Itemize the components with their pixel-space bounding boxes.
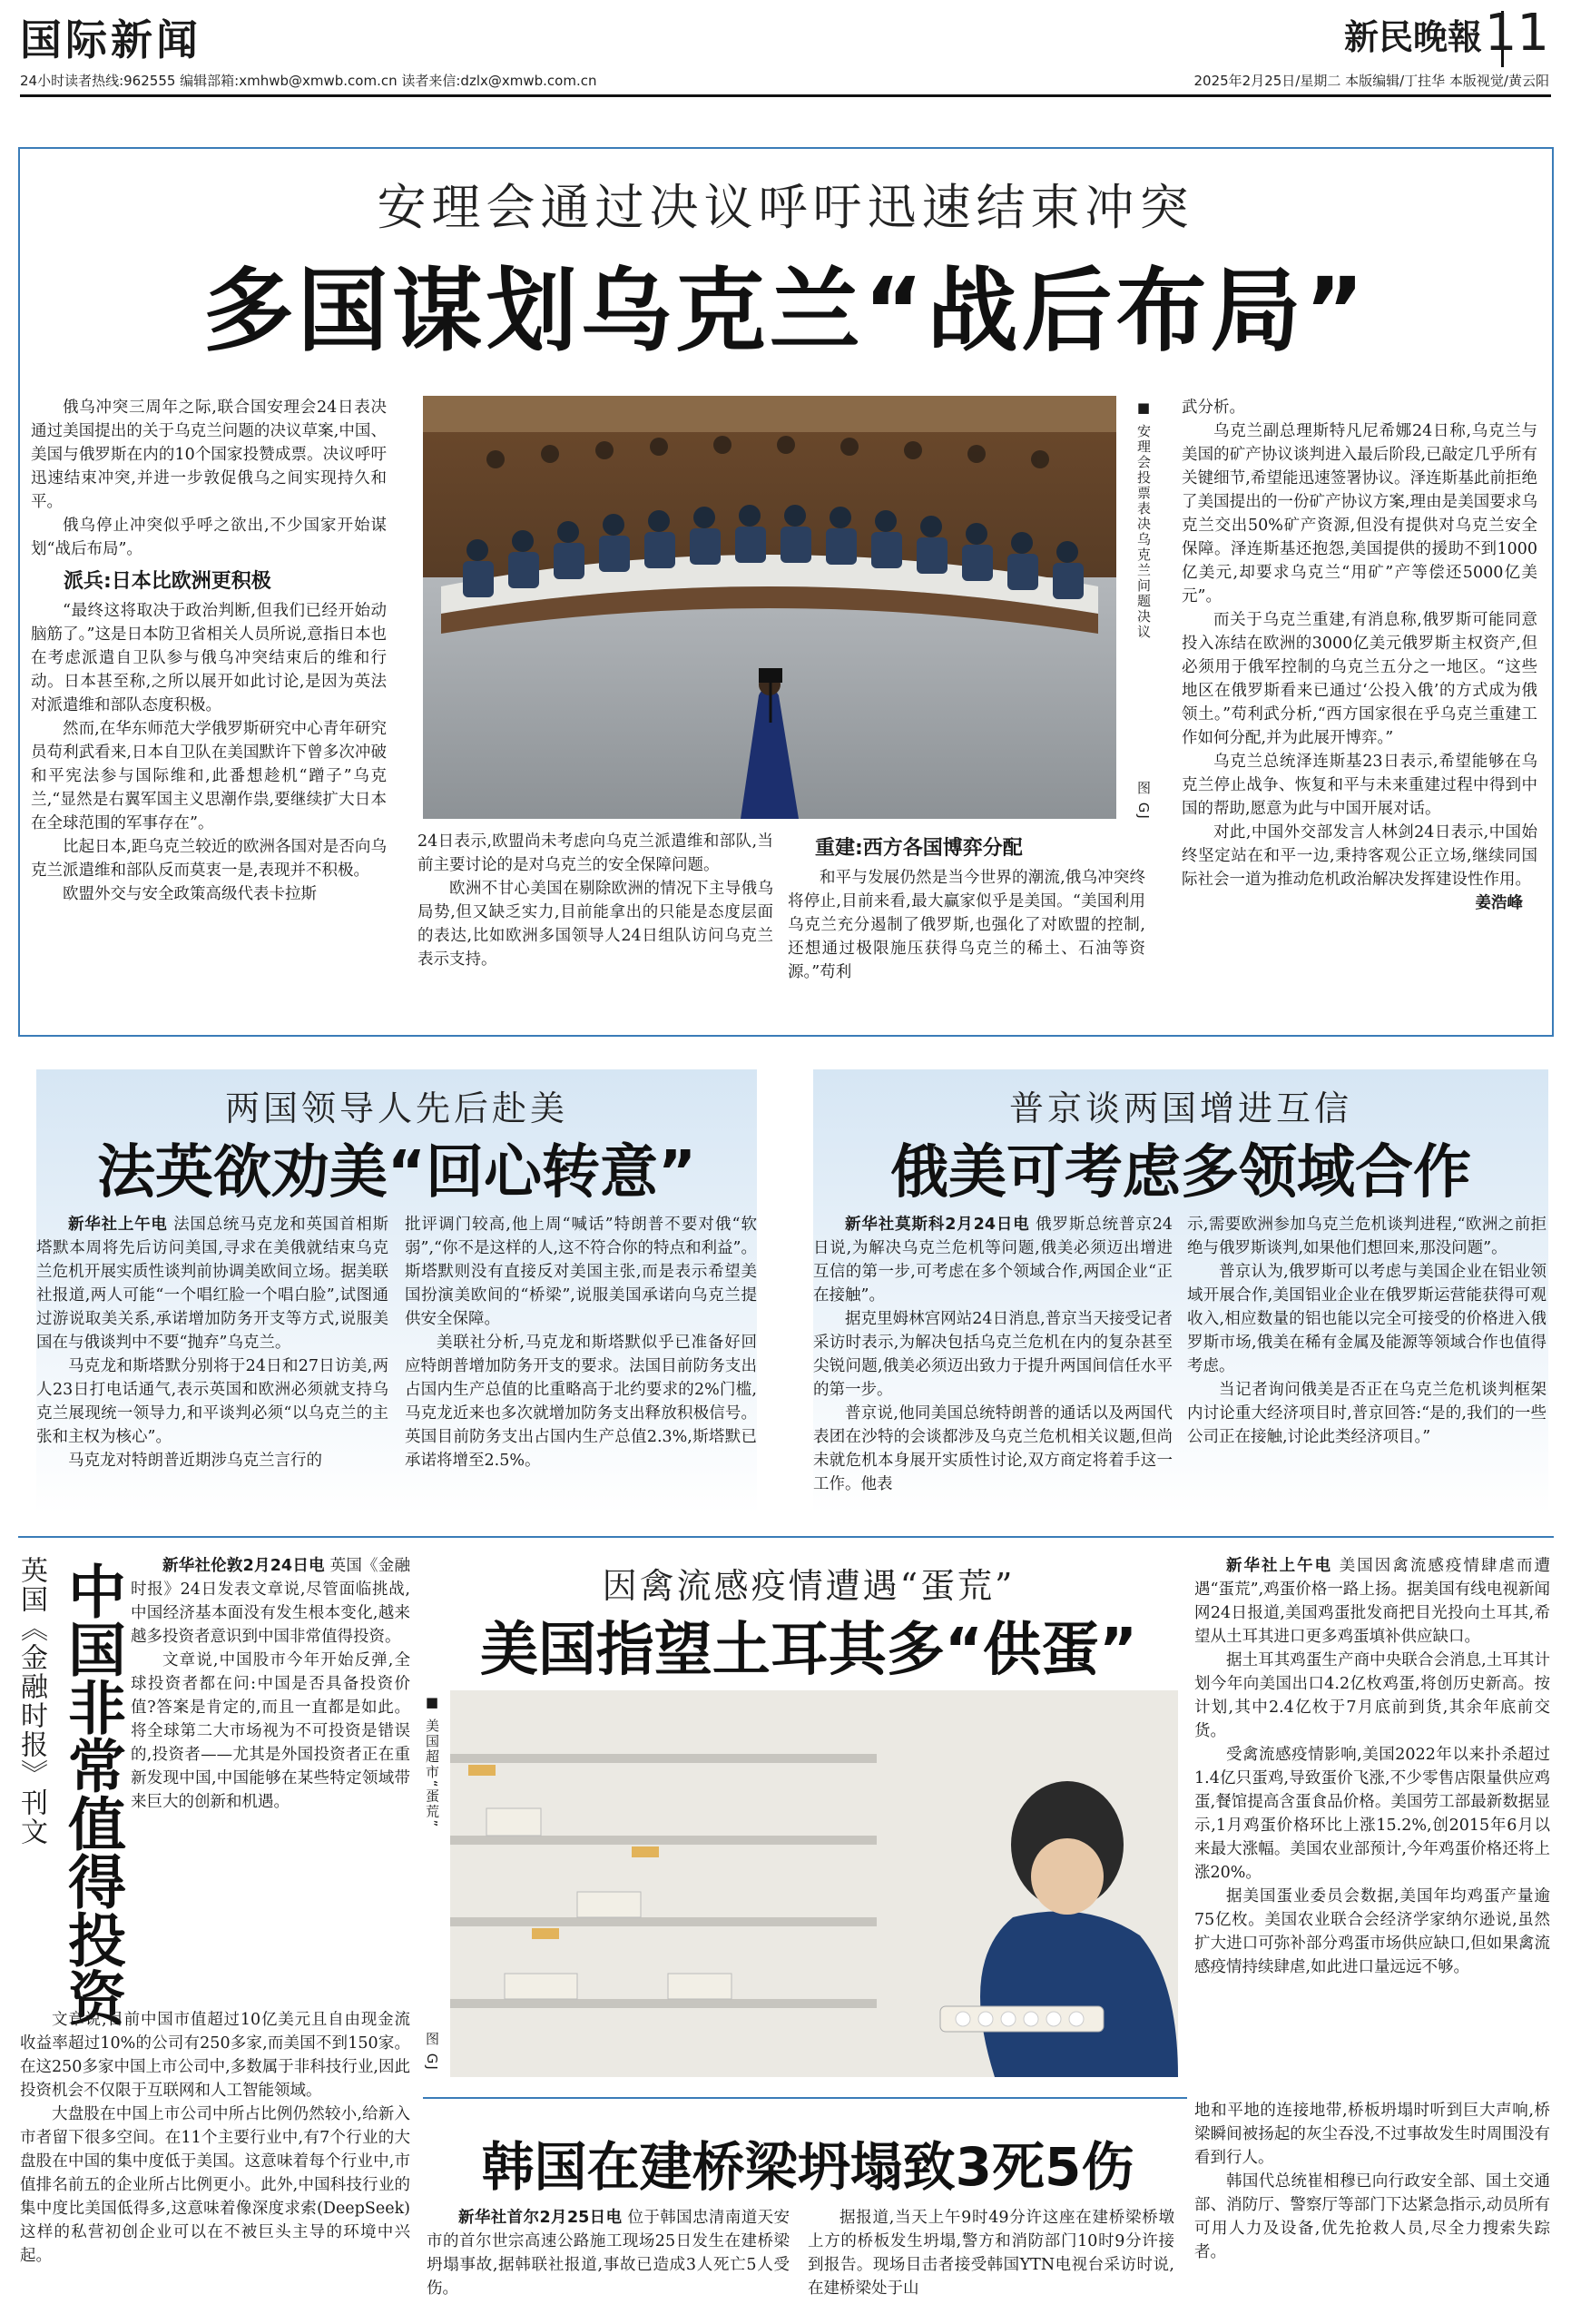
lead-paragraph: 然而,在华东师范大学俄罗斯研究中心青年研究员苟利武看来,日本自卫队在美国默许下曾多次冲破和平宪法参与国际维和,此番想趁机“蹭子”乌克兰,“显然是右翼军国主义思潮作祟,要继续扩大日本在全球范围的军事存在”。	[31, 720, 387, 832]
russia-us-paragraph: 普京认为,俄罗斯可以考虑与美国企业在铝业领域开展合作,美国铝业企业在俄罗斯运营能获得可观收入,相应数量的铝也能以完全可接受的价格进入俄罗斯市场,俄美在稀有金属及能源等领域合作也值得考虑。	[1187, 1263, 1546, 1375]
france-uk-kicker: 两国领导人先后赴美	[224, 1088, 568, 1128]
un-security-council-photo	[423, 396, 1116, 819]
bridge-dateline: 新华社首尔2月25日电	[458, 2209, 623, 2227]
eggs-kicker: 因禽流感疫情遭遇“蛋荒”	[602, 1566, 1016, 1606]
issue-date: 2025年2月25日/星期二 本版编辑/丁拄华 本版视觉/黄云阳	[1193, 73, 1549, 89]
russia-us-lead-text: 俄罗斯总统普京24日说,为解决乌克兰危机等问题,俄美必须迈出增进互信的第一步,可考虑在多个领域合作,两国企业“正在接触”。	[813, 1216, 1173, 1305]
france-uk-dateline: 新华社上午电	[68, 1216, 168, 1234]
eggs-photo-caption: ■ 美国超市“蛋荒”	[424, 1694, 440, 1829]
russia-us-column-1	[813, 1213, 1173, 1496]
lead-subhead-1: 派兵:日本比欧洲更积极	[64, 570, 271, 593]
lead-paragraph: 乌克兰副总理斯特凡尼希娜24日称,乌克兰与美国的矿产协议谈判进入最后阶段,已敲定几乎所有关键细节,希望能迅速签署协议。泽连斯基此前拒绝了美国提出的一份矿产协议方案,理由是美国要求乌克兰交出50%矿产资源,但没有提供对乌克兰安全保障。泽连斯基还抱怨,美国提供的援助不到1000亿美元,却要求乌克兰“用矿”产等偿还5000亿美元”。	[1182, 422, 1537, 606]
lead-kicker: 安理会通过决议呼吁迅速结束冲突	[377, 179, 1194, 236]
lead-column-2	[417, 830, 773, 971]
france-uk-paragraph: 马克龙和斯塔默分别将于24日和27日访美,两人23日打电话通气,表示英国和欧洲必须就支持乌克兰展现统一领导力,和平谈判必须“以乌克兰的主张和主权为核心”。	[36, 1357, 388, 1446]
bridge-column-2	[808, 2206, 1174, 2300]
lead-paragraph: 和平与发展仍然是当今世界的潮流,俄乌冲突终将停止,目前来看,最大赢家似乎是美国。“美国利用乌克兰充分遏制了俄罗斯,也强化了对欧盟的控制,还想通过极限施压获得乌克兰的稀土、石油等资源。”苟利	[788, 869, 1145, 981]
newspaper-logo: 新民晚報	[1343, 16, 1482, 57]
lead-photo-caption: ■ 安理会投票表决乌克兰问题决议	[1135, 399, 1152, 640]
russia-us-paragraph: 示,需要欧洲参加乌克兰危机谈判进程,“欧洲之前拒绝与俄罗斯谈判,如果他们想回来,那没问题”。	[1187, 1216, 1546, 1257]
bridge-lead-text: 位于韩国忠清南道天安市的首尔世宗高速公路施工现场25日发生在建桥梁坍塌事故,据韩联社报道,事故已造成3人死亡5人受伤。	[427, 2209, 790, 2298]
council-chamber-illustration	[423, 396, 1116, 819]
bridge-column-3	[1194, 2099, 1550, 2264]
france-uk-paragraph	[36, 1213, 388, 1354]
ft-paragraph: 大盘股在中国上市公司中所占比例仍然较小,给新入市者留下很多空间。在11个主要行业中,有7个行业的大盘股在中国的集中度低于美国。这意味着每个行业中,市值排名前五的企业所占比例更小。此外,中国科技行业的集中度比美国低得多,这意味着像深度求索(DeepSeek)这样的私营初创企业可以在不被巨头主导的环境中兴起。	[20, 2105, 410, 2265]
france-uk-headline: 法英欲劝美“回心转意”	[96, 1139, 697, 1206]
russia-us-paragraph: 普京说,他同美国总统特朗普的通话以及两国代表团在沙特的会谈都涉及乌克兰危机相关议题,但尚未就危机本身展开实质性讨论,双方商定将着手这一工作。他表	[813, 1404, 1173, 1493]
bridge-paragraph: 韩国代总统崔相穆已向行政安全部、国土交通部、消防厅、警察厅等部门下达紧急指示,动员所有可用人力及设备,优先抢救人员,尽全力搜索失踪者。	[1194, 2172, 1550, 2261]
lead-column-1	[31, 396, 387, 906]
ft-paragraph	[131, 1554, 410, 1649]
france-uk-paragraph: 美联社分析,马克龙和斯塔默似乎已准备好回应特朗普增加防务开支的要求。法国目前防务支出占国内生产总值的比重略高于北约要求的2%门槛,马克龙近来也多次就增加防务支出释放积极信号。英国目前防务支出占国内生产总值2.3%,斯塔默已承诺将增至2.5%。	[405, 1334, 757, 1470]
bridge-divider	[423, 2097, 1187, 2099]
france-uk-paragraph: 批评调门较高,他上周“喊话”特朗普不要对俄“软弱”,“你不是这样的人,这不符合你的特点和利益”。斯塔默则没有直接反对美国主张,而是表示希望美国扮演美欧间的“桥梁”,说服美国承诺向乌克兰提供安全保障。	[405, 1216, 757, 1328]
eggs-paragraph	[1194, 1554, 1550, 1649]
russia-us-headline: 俄美可考虑多领域合作	[890, 1139, 1471, 1206]
ft-source: 英国《金融时报》刊文	[15, 1556, 47, 1846]
lead-paragraph: 俄乌停止冲突似乎呼之欲出,不少国家开始谋划“战后布局”。	[31, 517, 387, 558]
lead-paragraph: 欧洲不甘心美国在剔除欧洲的情况下主导俄乌局势,但又缺乏实力,目前能拿出的只能是态度层面的表达,比如欧洲多国领导人24日组队访问乌克兰表示支持。	[417, 880, 773, 969]
ft-headline: 中国非常值得投资	[58, 1561, 125, 2026]
lead-paragraph: 比起日本,距乌克兰较近的欧洲各国对是否向乌克兰派遣维和部队反而莫衷一是,表现并不积极。	[31, 838, 387, 880]
eggs-dateline: 新华社上午电	[1226, 1557, 1333, 1575]
bridge-column-1	[427, 2206, 790, 2300]
bridge-paragraph	[427, 2206, 790, 2300]
russia-us-paragraph	[813, 1213, 1173, 1307]
section-divider	[18, 1536, 1554, 1538]
eggs-column	[1194, 1554, 1550, 1979]
bridge-paragraph: 据报道,当天上午9时49分许这座在建桥梁桥墩上方的桥板发生坍塌,警方和消防部门10时9分许接到报告。现场目击者接受韩国YTN电视台采访时说,在建桥梁处于山	[808, 2209, 1174, 2298]
lead-author: 姜浩峰	[1475, 894, 1523, 912]
lead-paragraph: 乌克兰总统泽连斯基23日表示,希望能够在乌克兰停止战争、恢复和平与未来重建过程中得到中国的帮助,愿意为此与中国开展对话。	[1182, 753, 1537, 818]
eggs-paragraph: 据美国蛋业委员会数据,美国年均鸡蛋产量逾75亿枚。美国农业联合会经济学家纳尔逊说,虽然扩大进口可弥补部分鸡蛋市场供应缺口,但如果禽流感疫情持续肆虐,如此进口量远远不够。	[1194, 1887, 1550, 1976]
bridge-paragraph: 地和平地的连接地带,桥板坍塌时听到巨大声响,桥梁瞬间被扬起的灰尘吞没,不过事故发生时周围没有看到行人。	[1194, 2102, 1550, 2167]
lead-paragraph: 而关于乌克兰重建,有消息称,俄罗斯可能同意投入冻结在欧洲的3000亿美元俄罗斯主权资产,但必须用于俄军控制的乌克兰五分之一地区。“这些地区在俄罗斯看来已通过‘公投入俄’的方式成为俄领土。”苟利武分析,“西方国家很在乎乌克兰重建工作如何分配,并为此展开博弈。”	[1182, 611, 1537, 747]
france-uk-column-1	[36, 1213, 388, 1472]
france-uk-column-2	[405, 1213, 757, 1472]
egg-shelves-photo	[450, 1690, 1178, 2077]
ft-dateline: 新华社伦敦2月24日电	[162, 1557, 325, 1575]
ft-paragraph: 文章说,目前中国市值超过10亿美元且自由现金流收益率超过10%的公司有250多家,而美国不到150家。在这250多家中国上市公司中,多数属于非科技行业,因此投资机会不仅限于互联网和人工智能领域。	[20, 2011, 410, 2100]
russia-us-paragraph: 当记者询问俄美是否正在乌克兰危机谈判框架内讨论重大经济项目时,普京回答:“是的,我们的一些公司正在接触,讨论此类经济项目。”	[1187, 1381, 1546, 1446]
eggs-photo-credit: 图 GJ	[424, 2032, 440, 2072]
lead-headline: 多国谋划乌克兰“战后布局”	[202, 258, 1369, 364]
lead-paragraph: 武分析。	[1182, 399, 1245, 417]
eggs-paragraph: 据土耳其鸡蛋生产商中央联合会消息,土耳其计划今年向美国出口4.2亿枚鸡蛋,将创历史新高。按计划,其中2.4亿枚于7月底前到货,其余年底前交货。	[1194, 1651, 1550, 1740]
lead-subhead-2: 重建:西方各国博弈分配	[815, 837, 1023, 860]
france-uk-lead-text: 法国总统马克龙和英国首相斯塔默本周将先后访问美国,寻求在美俄就结束乌克兰危机开展实质性谈判前协调美欧间立场。据美联社报道,两人可能“一个唱红脸一个唱白脸”,试图通过游说取美关系,承诺增加防务开支等方式,说服美国在与俄谈判中不要“抛弃”乌克兰。	[36, 1216, 389, 1352]
lead-photo-credit: 图 GJ	[1135, 781, 1152, 821]
lead-paragraph: “最终这将取决于政治判断,但我们已经开始动脑筋了。”这是日本防卫省相关人员所说,意指日本也在考虑派遣自卫队参与俄乌冲突结束后的维和行动。日本甚至称,之所以展开如此讨论,是因为英法对派遣维和部队态度积极。	[31, 602, 387, 714]
eggs-headline: 美国指望土耳其多“供蛋”	[479, 1617, 1138, 1684]
ft-paragraph: 文章说,中国股市今年开始反弹,全球投资者都在问:中国是否具备投资价值?答案是肯定的,而且一直都是如此。将全球第二大市场视为不可投资是错误的,投资者——尤其是外国投资者正在重新发现中国,中国能够在某些特定领域带来巨大的创新和机遇。	[131, 1651, 410, 1811]
lead-paragraph: 对此,中国外交部发言人林剑24日表示,中国始终坚定站在和平一边,秉持客观公正立场,继续同国际社会一道为推动危机政治解决发挥建设性作用。	[1182, 823, 1537, 889]
eggs-lead-text: 美国因禽流感疫情肆虐而遭遇“蛋荒”,鸡蛋价格一路上扬。据美国有线电视新闻网24日报道,美国鸡蛋批发商把目光投向土耳其,希望从土耳其进口更多鸡蛋填补供应缺口。	[1194, 1557, 1550, 1646]
empty-shelves-illustration	[450, 1690, 1178, 2077]
lead-paragraph: 24日表示,欧盟尚未考虑向乌克兰派遣维和部队,当前主要讨论的是对乌克兰的安全保障问题。	[417, 832, 773, 874]
hotline-info: 24小时读者热线:962555 编辑部箱:xmhwb@xmwb.com.cn 读者来信:dzlx@xmwb.com.cn	[20, 73, 597, 89]
lead-paragraph: 欧盟外交与安全政策高级代表卡拉斯	[63, 885, 317, 903]
page-number: 11	[1484, 4, 1549, 63]
lead-column-4	[1182, 396, 1537, 915]
ft-lead-text: 英国《金融时报》24日发表文章说,尽管面临挑战,中国经济基本面没有发生根本变化,越来越多投资者意识到中国非常值得投资。	[131, 1557, 410, 1646]
france-uk-paragraph: 马克龙对特朗普近期涉乌克兰言行的	[68, 1452, 322, 1470]
russia-us-dateline: 新华社莫斯科2月24日电	[845, 1216, 1030, 1234]
lead-paragraph: 俄乌冲突三周年之际,联合国安理会24日表决通过美国提出的关于乌克兰问题的决议草案,中国、美国与俄罗斯在内的10个国家投赞成票。决议呼吁迅速结束冲突,并进一步敦促俄乌之间实现持久和平。	[31, 399, 387, 511]
section-title: 国际新闻	[20, 15, 201, 64]
russia-us-kicker: 普京谈两国增进互信	[1008, 1088, 1352, 1128]
russia-us-paragraph: 据克里姆林宫网站24日消息,普京当天接受记者采访时表示,为解决包括乌克兰危机在内的复杂甚至尖锐问题,俄美必须迈出致力于提升两国间信任水平的第一步。	[813, 1310, 1173, 1399]
header-rule	[20, 94, 1551, 97]
ft-column-top	[131, 1554, 410, 1999]
bridge-headline: 韩国在建桥梁坍塌致3死5伤	[481, 2136, 1134, 2198]
ft-column-bottom	[20, 2008, 410, 2268]
russia-us-column-2	[1187, 1213, 1546, 1449]
lead-column-3	[788, 830, 1145, 984]
eggs-paragraph: 受禽流感疫情影响,美国2022年以来扑杀超过1.4亿只蛋鸡,导致蛋价飞涨,不少零售店限量供应鸡蛋,餐馆提高含蛋食品价格。美国劳工部最新数据显示,1月鸡蛋价格环比上涨15.2%,创2015年6月以来最大涨幅。美国农业部预计,今年鸡蛋价格还将上涨20%。	[1194, 1746, 1550, 1882]
